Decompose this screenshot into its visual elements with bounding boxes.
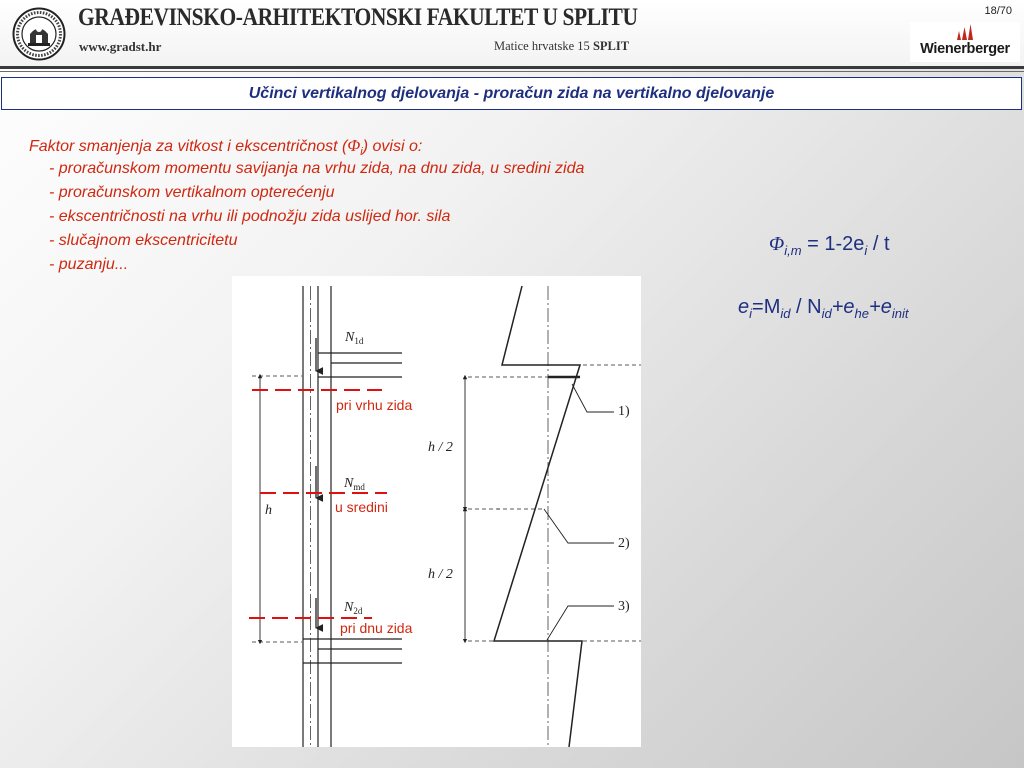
eccentricity-labels bbox=[428, 404, 630, 614]
formula-ei-part4: +e bbox=[869, 296, 892, 318]
sponsor-logo bbox=[910, 22, 1020, 62]
label-2: 2) bbox=[618, 536, 630, 551]
eccentricity-diagram bbox=[465, 286, 641, 747]
slide-title-box bbox=[1, 77, 1022, 110]
formula-phi-rhs1: = 1-2e bbox=[801, 233, 865, 255]
intro-suffix: ) ovisi o: bbox=[362, 138, 423, 155]
list-item: - proračunskom vertikalnom opterećenju bbox=[49, 184, 335, 201]
list-item: - ekscentričnosti na vrhu ili podnožju zida uslijed hor. sila bbox=[49, 208, 451, 225]
annotation-top: pri vrhu zida bbox=[336, 397, 413, 413]
address-street: Matice hrvatske 15 bbox=[494, 39, 590, 53]
formula-ei-part3: +e bbox=[831, 296, 855, 318]
formula-ei-part4-sub: init bbox=[891, 306, 909, 321]
n2d-label bbox=[343, 600, 363, 616]
formula-phi-rhs2: / t bbox=[867, 233, 890, 255]
nmd-sub: md bbox=[353, 482, 365, 492]
website-link[interactable]: www.gradst.hr bbox=[79, 39, 162, 54]
wienerberger-mark-icon bbox=[956, 24, 974, 40]
n2d-sub: 2d bbox=[353, 606, 363, 616]
phi-symbol: Φ bbox=[347, 136, 361, 155]
list-item: - slučajnom ekscentricitetu bbox=[49, 232, 238, 249]
slide-title: Učinci vertikalnog djelovanja - proračun zida na vertikalno djelovanje bbox=[248, 85, 775, 102]
annotation-bottom: pri dnu zida bbox=[340, 620, 413, 636]
intro-prefix: Faktor smanjenja za vitkost i ekscentričnost ( bbox=[29, 138, 348, 155]
wall-diagram-svg bbox=[232, 276, 641, 747]
header-bar bbox=[0, 0, 1024, 66]
wall-elevation bbox=[252, 286, 402, 747]
page-number: 18/70 bbox=[984, 5, 1012, 17]
faculty-name: GRAĐEVINSKO-ARHITEKTONSKI FAKULTET U SPLITU bbox=[78, 4, 638, 31]
h-label: h bbox=[265, 503, 272, 518]
formula-ei-lhs: e bbox=[738, 296, 750, 318]
list-item: - puzanju... bbox=[49, 256, 129, 273]
formula-ei-lhs-sub: i bbox=[749, 306, 753, 321]
nmd-symbol: N bbox=[344, 476, 354, 491]
formula-phi-rhs-sub: i bbox=[864, 243, 868, 258]
n1d-label bbox=[344, 330, 364, 346]
formula-ei-part3-sub: he bbox=[854, 306, 870, 321]
nmd-label bbox=[343, 476, 365, 492]
formula-ei-part2: / N bbox=[790, 296, 822, 318]
university-seal-icon bbox=[12, 7, 66, 61]
list-item: - proračunskom momentu savijanja na vrhu zida, na dnu zida, u sredini zida bbox=[49, 160, 585, 177]
h-half-bottom-label: h / 2 bbox=[428, 567, 453, 582]
address bbox=[494, 39, 629, 54]
formula-phi-sub: i,m bbox=[784, 243, 802, 258]
header-divider bbox=[0, 66, 1024, 69]
address-city: SPLIT bbox=[592, 39, 630, 53]
intro-text bbox=[29, 136, 422, 158]
formula-ei-part2-sub: id bbox=[821, 306, 832, 321]
wall-diagram bbox=[232, 276, 641, 747]
formula-ei-part1: =M bbox=[752, 296, 781, 318]
n1d-sub: 1d bbox=[354, 336, 364, 346]
label-3: 3) bbox=[618, 599, 630, 614]
h-half-top-label: h / 2 bbox=[428, 440, 453, 455]
phi-subscript: i bbox=[360, 146, 363, 159]
annotation-mid: u sredini bbox=[335, 499, 388, 515]
formula-ei-part1-sub: id bbox=[780, 306, 791, 321]
sponsor-name: Wienerberger bbox=[920, 41, 1010, 57]
formula-ei bbox=[738, 296, 908, 321]
formula-phi bbox=[769, 233, 890, 258]
n2d-symbol: N bbox=[344, 600, 354, 615]
label-1: 1) bbox=[618, 404, 630, 419]
n1d-symbol: N bbox=[345, 330, 355, 345]
formula-phi-symbol: Φ bbox=[769, 233, 785, 255]
n-labels bbox=[265, 330, 365, 616]
header-divider-thin bbox=[0, 71, 1024, 72]
